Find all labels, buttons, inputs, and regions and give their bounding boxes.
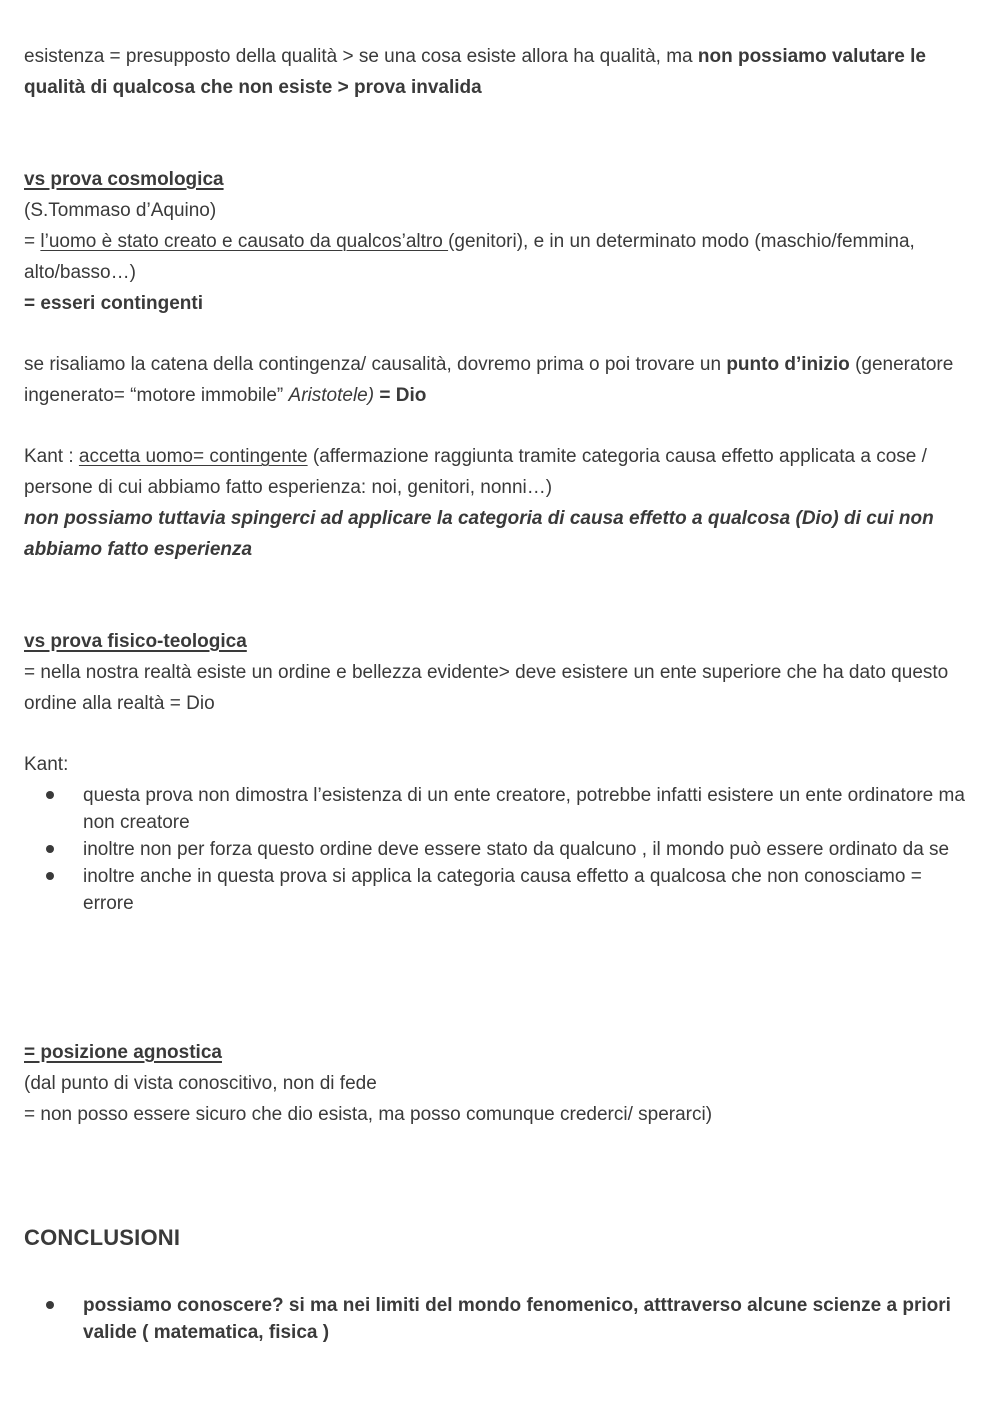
bullet-icon: [46, 791, 54, 799]
conclusions-list-wrap: [24, 1292, 974, 1346]
bullet-icon: [46, 845, 54, 853]
cosmological-title: vs prova cosmologica: [24, 169, 224, 190]
conclusions-list: [24, 1292, 974, 1346]
cosmological-conclusion: = esseri contingenti: [24, 293, 203, 314]
physico-theological-title: vs prova fisico-teologica: [24, 631, 247, 652]
cosmological-author: (S.Tommaso d’Aquino): [24, 200, 217, 221]
conclusions-heading: CONCLUSIONI: [24, 1225, 181, 1250]
conclusions-section: [24, 1222, 974, 1253]
list-item: inoltre non per forza questo ordine deve essere stato da qualcuno , il mondo può essere ordinato da se: [24, 836, 974, 863]
causality-paragraph: [24, 349, 974, 411]
kant-cosmological-text: Kant : accetta uomo= contingente (affermazione raggiunta tramite categoria causa effetto applicata a cose / persone di cui abbiamo fatto esperienza: noi, genitori, nonni…): [24, 446, 927, 498]
kant-cosmological-paragraph: [24, 441, 974, 565]
list-item: inoltre anche in questa prova si applica la categoria causa effetto a qualcosa che non conosciamo = errore: [24, 863, 974, 917]
kant-cosmological-objection: non possiamo tuttavia spingerci ad applicare la categoria di causa effetto a qualcosa (Dio) di cui non abbiamo fatto esperienza: [24, 508, 934, 560]
agnostic-title: = posizione agnostica: [24, 1042, 222, 1063]
agnostic-line-1: (dal punto di vista conoscitivo, non di fede: [24, 1073, 377, 1094]
physico-theological-definition: = nella nostra realtà esiste un ordine e bellezza evidente> deve esistere un ente superiore che ha dato questo ordine alla realtà = Dio: [24, 662, 949, 714]
agnostic-line-2: = non posso essere sicuro che dio esista, ma posso comunque crederci/ sperarci): [24, 1104, 713, 1125]
intro-paragraph: [24, 41, 974, 103]
physico-theological-section: [24, 626, 974, 719]
cosmological-definition: = l’uomo è stato creato e causato da qualcos’altro (genitori), e in un determinato modo (maschio/femmina, alto/basso…): [24, 231, 915, 283]
kant-physico-section: [24, 749, 974, 917]
intro-text: [24, 41, 974, 103]
bullet-icon: [46, 872, 54, 880]
bullet-icon: [46, 1301, 54, 1309]
list-item: questa prova non dimostra l’esistenza di un ente creatore, potrebbe infatti esistere un ente ordinatore ma non creatore: [24, 782, 974, 836]
cosmological-section: [24, 164, 974, 319]
list-item: possiamo conoscere? si ma nei limiti del mondo fenomenico, atttraverso alcune scienze a priori valide ( matematica, fisica ): [24, 1292, 974, 1346]
kant-physico-list: [24, 782, 974, 917]
intro-plain: esistenza = presupposto della qualità > se una cosa esiste allora ha qualità, ma: [24, 46, 698, 67]
cosmological-underlined: l’uomo è stato creato e causato da qualcos’altro: [40, 231, 449, 252]
agnostic-section: [24, 1037, 974, 1130]
kant-physico-lead: Kant:: [24, 754, 69, 775]
intro-bold: non possiamo valutare le qualità di qualcosa che non esiste > prova invalida: [24, 46, 926, 98]
causality-text: se risaliamo la catena della contingenza/ causalità, dovremo prima o poi trovare un punto d’inizio (generatore ingenerato= “motore immobile” Aristotele) = Dio: [24, 354, 954, 406]
